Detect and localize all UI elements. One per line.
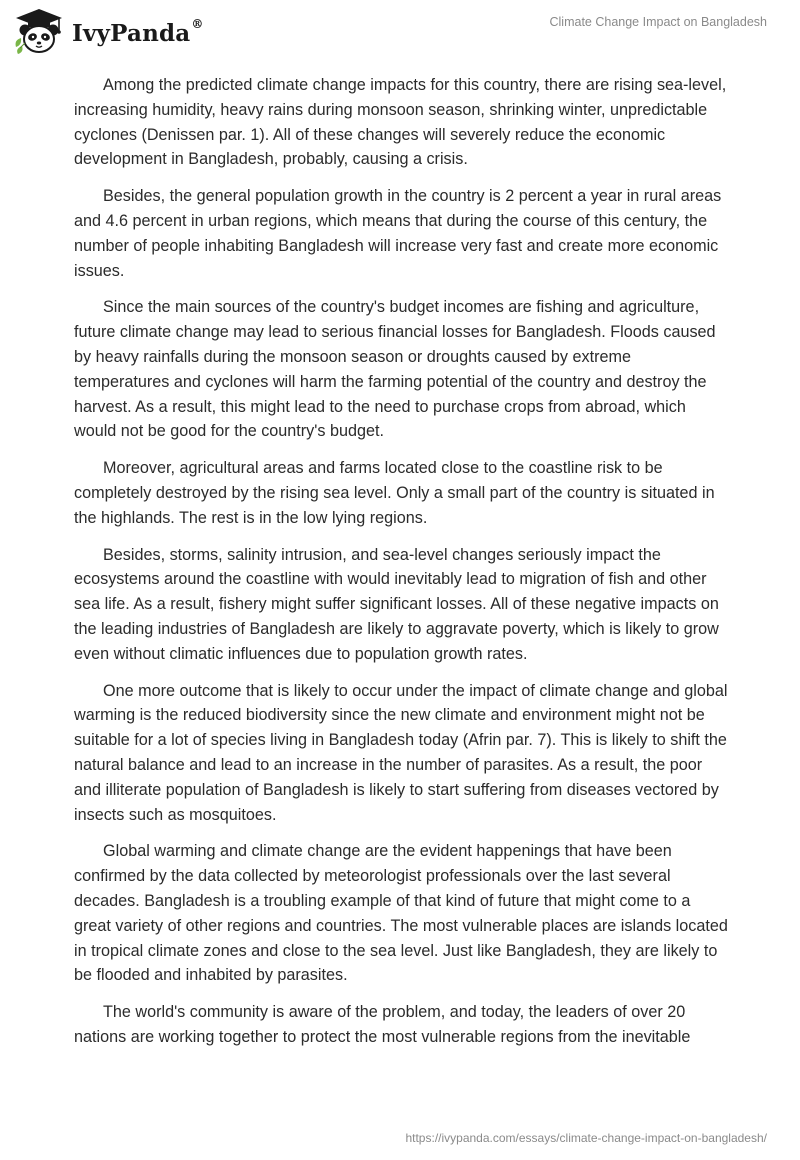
essay-body xyxy=(74,73,730,1062)
page-title: Climate Change Impact on Bangladesh xyxy=(549,15,767,29)
registered-mark: ® xyxy=(191,16,204,31)
paragraph-6: One more outcome that is likely to occur under the impact of climate change and global warming is the reduced biodiversity since the new climate and environment might not be suitable for a lot of species living in Bangladesh today (Afrin par. 7). This is likely to shift the natural balance and lead to an increase in the number of parasites. As a result, the poor and illiterate population of Bangladesh is likely to start suffering from diseases vectored by insects such as mosquitoes. xyxy=(74,681,728,824)
paragraph-8: The world's community is aware of the problem, and today, the leaders of over 20 nations are working together to protect the most vulnerable regions from the inevitable xyxy=(74,1003,691,1046)
paragraph-4: Moreover, agricultural areas and farms located close to the coastline risk to be completely destroyed by the rising sea level. Only a small part of the country is situated in the highlands. The rest is in the low lying regions. xyxy=(74,459,715,527)
paragraph-1: Among the predicted climate change impacts for this country, there are rising sea-level, increasing humidity, heavy rains during monsoon season, shrinking winter, unpredictable cyclones (Denissen par. 1). All of these changes will severely reduce the economic development in Bangladesh, probably, causing a crisis. xyxy=(74,76,727,169)
logo-wordmark: IvyPanda® xyxy=(72,16,204,47)
paragraph-7: Global warming and climate change are the evident happenings that have been confirmed by the data collected by meteorologist professionals over the last several decades. Bangladesh is a troubling example of that kind of future that might come to a great variety of other regions and countries. The most vulnerable places are islands located in tropical climate zones and close to the sea level. Just like Bangladesh, they are likely to be flooded and inhabited by parasites. xyxy=(74,842,728,985)
source-url[interactable]: https://ivypanda.com/essays/climate-change-impact-on-bangladesh/ xyxy=(405,1131,767,1145)
paragraph-2: Besides, the general population growth in the country is 2 percent a year in rural areas and 4.6 percent in urban regions, which means that during the course of this century, the number of people inhabiting Bangladesh will increase very fast and create more economic issues. xyxy=(74,187,722,280)
ivypanda-logo[interactable] xyxy=(12,6,204,58)
paragraph-3: Since the main sources of the country's budget incomes are fishing and agriculture, future climate change may lead to serious financial losses for Bangladesh. Floods caused by heavy rainfalls during the monsoon season or droughts caused by extreme temperatures and cyclones will harm the farming potential of the country and destroy the harvest. As a result, this might lead to the need to purchase crops from abroad, which would not be good for the country's budget. xyxy=(74,298,716,441)
panda-graduation-cap-icon xyxy=(12,7,66,57)
page-header xyxy=(0,0,800,62)
paragraph-5: Besides, storms, salinity intrusion, and sea-level changes seriously impact the ecosystems around the coastline with would inevitably lead to migration of fish and other sea life. As a result, fishery might suffer significant losses. All of these negative impacts on the leading industries of Bangladesh are likely to aggravate poverty, which is likely to grow even without climatic influences due to population growth rates. xyxy=(74,545,719,663)
